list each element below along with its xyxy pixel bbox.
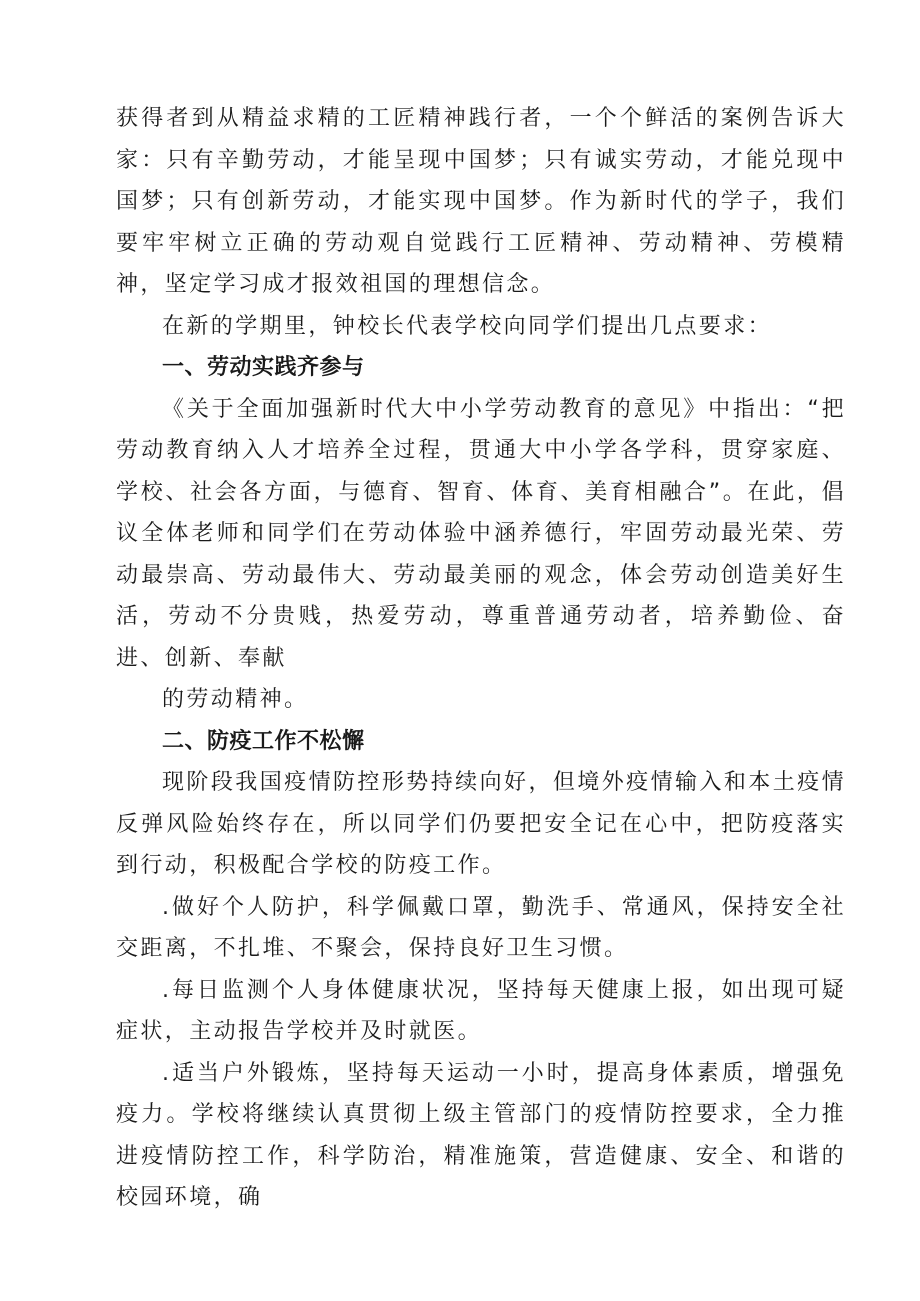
paragraph-labor-education-tail: 的劳动精神。 <box>162 687 309 712</box>
paragraph-epidemic-status: 现阶段我国疫情防控形势持续向好，但境外疫情输入和本土疫情反弹风险始终存在，所以同学们仍要把安全记在心中，把防疫落实到行动，积极配合学校的防疫工作。 <box>116 770 846 878</box>
list-item-health-monitoring: .每日监测个人身体健康状况，坚持每天健康上报，如出现可疑症状，主动报告学校并及时就医。 <box>116 977 846 1044</box>
document-body <box>116 98 846 1219</box>
section-heading-labor-practice: 一、劳动实践齐参与 <box>162 355 365 380</box>
list-item-personal-protection: .做好个人防护，科学佩戴口罩，勤洗手、常通风，保持安全社交距离，不扎堆、不聚会，保持良好卫生习惯。 <box>116 894 846 961</box>
paragraph-principal-requirements: 在新的学期里，钟校长代表学校向同学们提出几点要求： <box>162 313 773 339</box>
list-item-outdoor-exercise: .适当户外锻炼，坚持每天运动一小时，提高身体素质，增强免疫力。学校将继续认真贯彻上级主管部门的疫情防控要求，全力推进疫情防控工作，科学防治，精准施策，营造健康、安全、和谐的校园环境，确 <box>116 1060 846 1210</box>
section-heading-epidemic-prevention: 二、防疫工作不松懈 <box>162 728 365 754</box>
paragraph-labor-education: 《关于全面加强新时代大中小学劳动教育的意见》中指出：“把劳动教育纳入人才培养全过程，贯通大中小学各学科，贯穿家庭、学校、社会各方面，与德育、智育、体育、美育相融合”。在此，倡议全体老师和同学们在劳动体验中涵养德行，牢固劳动最光荣、劳动最崇高、劳动最伟大、劳动最美丽的观念，体会劳动创造美好生活，劳动不分贵贱，热爱劳动，尊重普通劳动者，培养勤俭、奋进、创新、奉献 <box>116 396 846 671</box>
paragraph-labor-values: 获得者到从精益求精的工匠精神践行者，一个个鲜活的案例告诉大家：只有辛勤劳动，才能呈现中国梦；只有诚实劳动，才能兑现中国梦；只有创新劳动，才能实现中国梦。作为新时代的学子，我们要牢牢树立正确的劳动观自觉践行工匠精神、劳动精神、劳模精神，坚定学习成才报效祖国的理想信念。 <box>116 106 846 297</box>
